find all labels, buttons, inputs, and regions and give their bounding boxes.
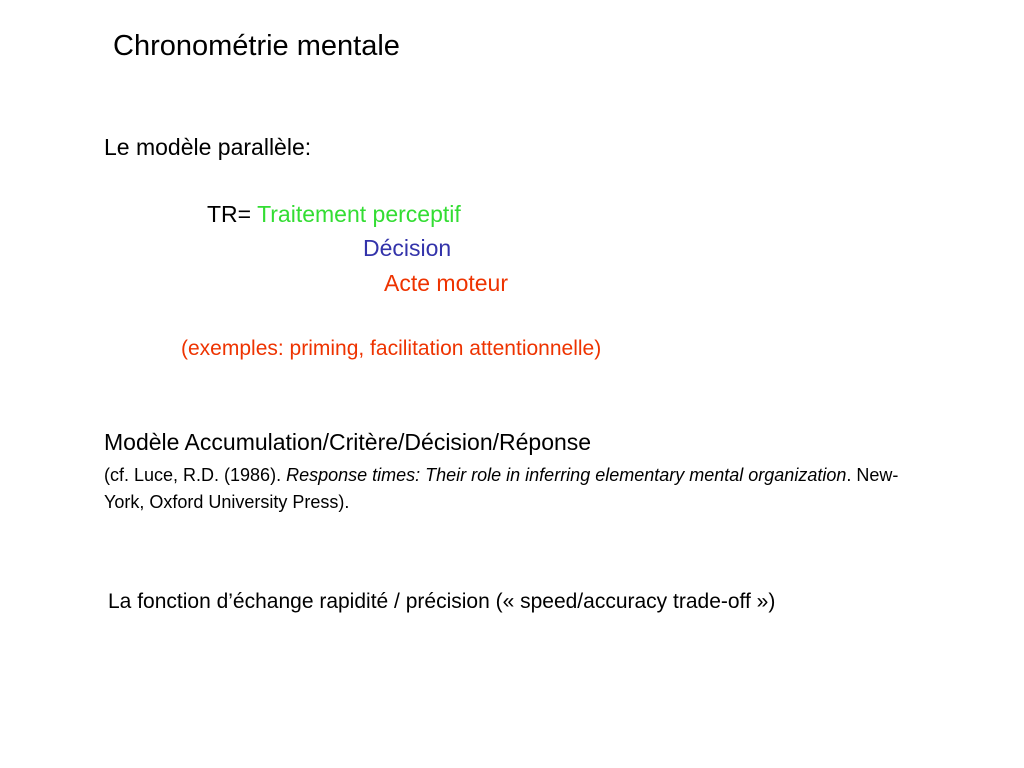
tr-formula-line [207,200,461,228]
tr-prefix: TR= [207,201,252,227]
reference-suffix: . New-York, Oxford University Press). [104,465,899,512]
reference-prefix: (cf. Luce, R.D. (1986). [104,465,287,485]
slide-title: Chronométrie mentale [113,30,400,62]
component-traitement-perceptif: Traitement perceptif [257,201,461,227]
component-decision: Décision [363,235,452,261]
component-acte-moteur: Acte moteur [384,270,508,296]
speed-accuracy-tradeoff: La fonction d’échange rapidité / précision (« speed/accuracy trade-off ») [108,590,776,613]
accumulation-model-heading: Modèle Accumulation/Critère/Décision/Réponse [104,429,592,455]
reference-citation [104,462,934,516]
examples-note: (exemples: priming, facilitation attentionnelle) [181,337,602,360]
parallel-model-heading: Le modèle parallèle: [104,134,312,160]
reference-title: Response times: Their role in inferring elementary mental organization [286,465,847,485]
